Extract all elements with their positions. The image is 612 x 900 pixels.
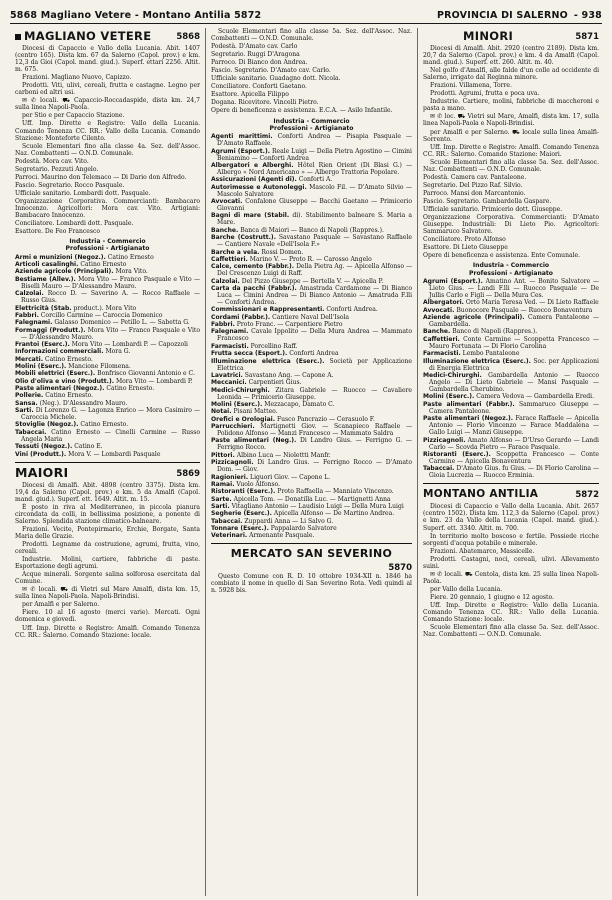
ferrovia: ✉ ✆ locali. ⛟ di Vietri sul Mare Amalfi, dista km. 15, sulla linea Napoli-Paola. Napoli-Brindisi. — [15, 586, 200, 601]
opere-beneficenza: Opere di beneficenza e assistenza. E.C.A. — Asilo Infantile. — [211, 107, 393, 115]
directory-entry: Frantoi (Eserc.). Mora Vito — Lombardi P. — Capozzoli — [15, 341, 188, 348]
directory-entry: Commissionari e Rappresentanti. Conforti Andrea. — [211, 306, 378, 314]
directory-entry: Aziende agricole (Principali). Camera Pantaleone — Gambardella. — [423, 314, 599, 329]
parroci: Parroco. Mansi don Marcantonio. — [423, 189, 526, 197]
directory-entry: Parrucchieri. Martignetti Giov. — Scanapieco Raffaele — Polidono Alfonso — Manzi Francesco — Mammato Saldra — [211, 423, 412, 438]
directory-entry: Orefici e Orologiai. Fusco Pancrazio — Cerasuolo F. — [211, 415, 375, 423]
directory-entry: Paste alimentari (Fabbr.). Sammaruco Giuseppe — Camera Pantaleone. — [423, 400, 599, 415]
parroci: Parroco. Di Bianco don Andrea. — [211, 59, 308, 67]
podesta: Podestà. D'Amato cav. Carlo — [211, 43, 298, 51]
town-code: 5868 — [176, 32, 200, 42]
directory-entry: Pittori. Albino Luca — Niolettti Manfr. — [211, 451, 331, 459]
directory-entry: Bagni di mare (Stabil. di). Stabilimento balneare S. Maria a Mare. — [211, 212, 413, 227]
dogana: Dogana. Ricevitore. Vincelli Pietro. — [211, 99, 319, 107]
town-heading-minori — [423, 30, 599, 42]
frazioni: Frazioni. Vecite, Pontepirmario, Erchie, Borgate, Santa Maria delle Grazie. — [15, 525, 200, 540]
directory-entry: Segherie (Eserc.). Apicella Alfonso — De Martino Andrea. — [211, 510, 395, 518]
directory-entry: Sarti. Di Lorenzo G. — Lagonza Enrico — Mora Casimiro — Caroccia Michele. — [15, 407, 200, 422]
scuole: Scuole Elementari fino alla classe 5a. Sez. dell'Assoc. Naz. Combattenti — O.N.D. Comunale. — [211, 28, 412, 43]
column-3 — [418, 28, 604, 896]
directory-entry: Bestiame (Allev.). Mora Vito — Franco Pasquale e Vito — Biselli Mauro — D'Alessandro Mauro. — [15, 275, 200, 290]
directory-entry: Falegnami. Cavale Ippolito — Della Mura Andrea — Mammato Francesco — [211, 328, 412, 343]
directory-entry: Sarti. Vitagliano Antonio — Laudisio Luigi — Della Mura Luigi — [211, 502, 404, 510]
directory-entry: Farmacisti. Lembo Pantaleone — [423, 350, 520, 358]
directory-entry: Illuminazione elettrica (Eserc.). Soc. per Applicazioni di Energia Elettrica — [423, 357, 599, 372]
town-name: MONTANO ANTILIA — [423, 488, 539, 501]
intro-paragraph: Diocesi di Amalfi. Abit. 4898 (centro 3375). Dista km. 19,4 da Salerno (Capol. prov.) e km. 5 da Amalfi (Capol. mand. giud.). Superf. ett. 1649. Altit. m. 15. — [15, 481, 200, 503]
uffici: Uff. Imp. Dirette e Registro: Amalfi. Comando Tenenza CC. RR.: Salerno. Comando Stazione: locale. — [15, 624, 200, 639]
conciliatore: Conciliatore. Conforti Gaetano. — [211, 83, 307, 91]
directory-entry: Elettricità (Stab. product.). Mora Vito — [15, 304, 137, 312]
prodotti: Prodotti. Legname da costruzione, agrumi, frutta, vino, cereali. — [15, 540, 200, 556]
directory-entry: Veterinari. Armenante Pasquale. — [211, 532, 315, 540]
town-heading-montano — [423, 488, 599, 500]
directory-entry: Informazioni commerciali. Mora G. — [15, 348, 131, 356]
page-header — [10, 6, 602, 24]
uffici: Uff. Imp. Dirette e Registro: Vallo della Lucania. Comando Tenenza CC. RR.: Vallo della Lucania. Comando Stazione: Monteforte Cilento. — [15, 120, 200, 142]
conciliatore: Conciliatore. Proto Alfonso — [423, 236, 506, 244]
column-1 — [10, 28, 206, 896]
frazioni: Frazioni. Magliano Nuovo, Capizzo. — [22, 74, 132, 82]
directory-entry: Farmacisti. Porcellino Raff. — [211, 342, 298, 350]
running-head-right — [437, 10, 602, 21]
town-code: 5871 — [575, 32, 599, 42]
directory-entry: Tessuti (Negoz.). Catino E. — [15, 443, 103, 451]
segretario: Segretario. Ruggi D'Aragona — [211, 51, 300, 59]
uffici: Uff. Imp. Dirette e Registro: Amalfi. Comando Tenenza CC. RR.: Salerno. Comando Stazione: Maiori. — [423, 143, 599, 158]
conciliatore: Conciliatore. Lombardi dott. Pasquale. — [15, 220, 134, 228]
segretario: Segretario. Del Pizzo Raf. Silvio. — [423, 181, 523, 189]
directory-entry: Pizzicagnoli. Di Landro Gius. — Ferrigno Rocco — D'Amato Dom. — Giov. — [211, 459, 412, 474]
autoservizio: per Vallo della Lucania. — [430, 585, 503, 593]
autoservizio: per Amalfi e per Salerno. — [22, 601, 100, 609]
parroci: Parroci. Maurino don Telemaco — Di Dario don Alfredo. — [15, 173, 187, 181]
town-name: MAGLIANO VETERE — [15, 30, 151, 42]
directory-entry: Frutta secca (Esport.). Conforti Andrea — [211, 350, 339, 358]
scuole: Scuole Elementari fino alla classe 4a. Sez. dell'Assoc. Naz. Combattenti — O.N.D. Comunale. — [15, 142, 200, 157]
directory-entry: Molini (Eserc.). Mancione Filomena. — [15, 363, 131, 371]
directory-entry: Avvocati. Confalone Giuseppe — Bacchi Gaetano — Primicerio Giovanni — [211, 198, 412, 213]
directory-entry: Mercati. Catino Ernesto. — [15, 355, 93, 363]
scuole: Scuole Elementari fino alla classe 5a. Sez. dell'Assoc. Naz. Combattenti — O.N.D. Comunale. — [423, 158, 599, 173]
prodotti: Prodotti. Castagni, noci, cereali, ulivi. Allevamento suini. — [423, 555, 599, 570]
directory-entry: Molini (Eserc.). Mezzacapo, Damato C. — [211, 400, 335, 408]
directory-entry: Fabbri. Corcillo Carmine — Caroccia Domenico — [15, 311, 163, 319]
intro-paragraph: Diocesi di Capaccio e Vallo della Lucania. Abit. 1407 (centro 165). Dista km. 67 da Salerno (Capol. prov.) e km. 12,3 da Gioi (Capol. mand. giud.). Superf. ettari 2256. Altit. m. 675. — [15, 45, 200, 74]
town-code: 5872 — [575, 490, 599, 501]
directory-entry: Agrumi (Esport.). Reale Luigi — Della Pietra Agostino — Cimini Beniamino — Conforti Andrea — [211, 147, 412, 162]
directory-entry: Calce, cemento (Fabbr.). Della Pietra Ag. — Apicella Alfonso — Del Crescenzo Luigi di Raff. — [211, 263, 413, 278]
autoservizio: per Stio e per Capaccio Stazione. — [22, 112, 125, 120]
podesta: Podestà. Mora cav. Vito. — [15, 157, 89, 165]
directory-entry: Paste alimentari (Neg.). Di Landro Gius. — Ferrigno G. — Ferrigno Rocco. — [211, 437, 412, 452]
directory-entry: Paste alimentari (Negoz.). Farace Raffaele — Apicella Antonio — Florio Vincenzo — Farace Maddalena — Gallo Luigi — Manzi Giuseppe. — [423, 415, 599, 437]
intro-paragraph: Diocesi di Amalfi. Abit. 2920 (centro 2189). Dista km. 20,7 da Salerno (Capol. prov.) e km. 4 da Amalfi (Capol. mand. giud.). Superf. ett. 260. Altit. m. 40. — [423, 45, 599, 67]
directory-entry: Vini (Produtt.). Mora V. — Lombardi Pasquale — [15, 450, 161, 458]
ufficiale-sanitario: Ufficiale sanitario. Lombardi dott. Pasquale. — [15, 189, 151, 197]
directory-entry: Illuminazione elettrica (Eserc.). Società per Applicazione Elettrica — [211, 357, 412, 372]
directory-entry: Barche (Costrutt.). Savastano Pasquale — Savastano Raffaele — Cantiere Navale «Dell'Isola F.» — [211, 234, 412, 249]
description: Nel golfo d'Amalfi, alle falde d'un colle ad occidente di Salerno, irrigato dal Reginna minore. — [423, 67, 599, 82]
entries-list — [423, 278, 599, 479]
section-heading: Industria - Commercio Professioni - Artigianato — [468, 262, 553, 277]
opere-beneficenza: Opere di beneficenza e assistenza. Ente Comunale. — [423, 252, 581, 260]
town-code-row — [211, 563, 412, 573]
directory-entry: Fabbri. Proto Franc. — Carpentiere Pietro — [211, 321, 343, 329]
town-heading-magliano — [15, 30, 200, 42]
directory-entry: Agenti marittimi. Conforti Andrea — Pisapia Pasquale — D'Amato Raffaele. — [211, 133, 412, 148]
directory-entry: Ramai. Vuolo Alfonso. — [211, 480, 281, 488]
directory-entry: Tabaccai. Zuppardi Anna — Li Salvo G. — [211, 517, 334, 525]
organizzazione-corporativa: Organizzazione Corporativa. Commercianti: Bambacaro Innocenzo. Agricoltori: Mora cav. Vito. Artigiani: Bambacaro Innocenzo. — [15, 197, 200, 220]
ufficiale-sanitario: Ufficiale sanitario. Primicerio dott. Giuseppe. — [423, 205, 563, 213]
directory-entry: Albergatori. Orto Maria Teresa Ved. — Di Lieto Raffaele — [423, 299, 599, 307]
directory-entry: Tabaccai. D'Amato Gius. fu Gius. — Di Florio Carolina — Gioia Lucrezia — Ruocco Erminia. — [423, 465, 599, 480]
directory-entry: Aziende agricole (Principali). Mora Vito. — [15, 268, 148, 276]
description: È posto in riva al Mediterraneo, in piccola pianura circondata da colli, in bellissima posizione, a ponente di Salerno. Splendida stazione climatico-balneare. — [15, 503, 200, 525]
prodotti: Prodotti. Agrumi, frutta e poca uva. — [430, 90, 540, 98]
ufficiale-sanitario: Ufficiale sanitario. Guadagno dott. Nicola. — [211, 75, 341, 83]
directory-entry: Banche. Banco di Napoli (Rappres.). — [423, 328, 538, 336]
organizzazione-corporativa: Organizzazione Corporativa. Commercianti: D'Amato Giuseppe. Industriali: Di Lieto Pio. Agricoltori: Sammaruco Salvatore. — [423, 214, 599, 236]
directory-entry: Mobili elettrici (Eserc.). Bonfrisco Giovanni Antonio e C. — [15, 370, 195, 378]
directory-entry: Armi e munizioni (Negoz.). Catino Ernesto — [15, 253, 154, 261]
frazioni: Frazioni. Abatemarco, Massicelle. — [430, 547, 535, 555]
town-heading-maiori — [15, 464, 200, 480]
fascio: Fascio. Segretario. D'Amato cav. Carlo. — [211, 67, 331, 75]
intro-paragraph: Diocesi di Capaccio e Vallo della Lucania. Abit. 2657 (centro 1502). Dista km. 112,3 da Salerno (Capol. prov.) e km. 23 da Vallo della Lucania (Capol. mand. giud.). Superf. ett. 3340. Altit. m. 700. — [423, 503, 599, 532]
directory-entry: Calzolai. Rocco D. — Saverino A. — Rocco Raffaele — Russo Gius. — [15, 290, 200, 305]
column-2 — [206, 28, 418, 896]
uffici: Uff. Imp. Dirette e Registro: Vallo della Lucania. Comando Tenenza CC. RR.: Vallo della Lucania. Comando Stazione: locale. — [423, 601, 599, 624]
scuole: Scuole Elementari fino alla classe 5a. Sez. dell'Assoc. Naz. Combattenti — O.N.D. Comunale. — [423, 624, 599, 639]
directory-entry: Ristoranti (Eserc.). Proto Raffaella — Manniato Vincenzo. — [211, 488, 394, 496]
directory-entry: Caffettieri. Marino V. — Proto R. — Carosso Angelo — [211, 255, 372, 263]
ferrovia: ✉ ✆ locali. ⛟ Capaccio-Roccadaspide, dista km. 24,7 sulla linea Napoli-Paola. — [15, 97, 200, 112]
esattore: Esattore. Di Lieto Giuseppe — [423, 244, 508, 252]
directory-entry: Assicurazioni (Agenti di). Conforti A. — [211, 176, 333, 184]
town-name: MINORI — [463, 29, 514, 43]
directory-entry: Sansa. (Neg.). D'Alessandro Mauro. — [15, 399, 128, 407]
directory-entry: Caffettieri. Conte Carmine — Scoppetta Francesco — Mauro Fortunata — Di Florio Carolina — [423, 335, 599, 350]
section-heading: Industria - Commercio Professioni - Artigianato — [65, 238, 150, 253]
esattore: Esattore. De Feo Francesco — [15, 228, 100, 236]
directory-entry: Meccanici. Carpentieri Gius. — [211, 379, 302, 387]
fascio: Fascio. Segretario. Gambardella Gaspare. — [423, 197, 552, 205]
directory-entry: Pizzicagnoli. Amato Alfonso — D'Urso Gerardo — Landi Carlo — Scovda Pietro — Farace Pasquale. — [423, 436, 599, 451]
page-columns — [10, 28, 604, 896]
directory-entry: Olio d'oliva e vino (Produtt.). Mora Vito — Lombardi P. — [15, 377, 193, 385]
province-title: PROVINCIA DI SALERNO — [436, 10, 568, 21]
directory-entry: Formaggi (Produtt.). Mora Vito — Franco Pasquale e Vito — D'Alessandro Mauro. — [15, 326, 200, 341]
directory-entry: Calzolai. Del Pizzo Giuseppe — Bertella V. — Apicella P. — [211, 277, 384, 285]
directory-entry: Medici-Chirurghi. Gambardella Antonio — Ruocco Angelo — Di Lieto Gabriele — Mansi Pasquale — Gambardella Cherubino. — [423, 371, 599, 393]
section-mark-icon — [15, 34, 21, 40]
directory-entry: Cordami (Fabbr.). Cantiere Naval Dell'Isola — [211, 313, 350, 321]
section-heading: Industria - Commercio Professioni - Artigianato — [269, 117, 354, 132]
entries-list — [211, 133, 412, 539]
directory-entry: Pollerie. Catino Ernesto. — [15, 392, 94, 400]
industrie: Industrie. Cartiere, molini, fabbriche di maccheroni e pasta a mano. — [423, 98, 599, 113]
ferrovia: ✉ ✆ locali. ⛟ Centola, dista km. 25 sulla linea Napoli-Paola. — [423, 570, 599, 585]
directory-entry: Falegnami. Galasso Domenico — Petillo L. — Sabetta G. — [15, 319, 190, 327]
segretario: Segretario. Pezzuti Angelo. — [15, 165, 99, 173]
directory-entry: Notai. Pisani Matteo. — [211, 408, 278, 416]
directory-entry: Avvocati. Buonocore Pasquale — Ruocco Bonaventura — [423, 306, 593, 314]
ferrovia: ✉ ✆ loc. ⛟ Vietri sul Mare, Amalfi, dista km. 17, sulla linea Napoli-Paola e Napoli-Brindisi. — [423, 113, 599, 128]
town-name: MAIORI — [15, 464, 69, 480]
page-number: - 938 — [573, 10, 602, 21]
directory-entry: Albergatori e Alberghi. Hôtel Rien Orient (Di Blasi G.) — Albergo « Nord Americano » — Albergo Trattoria Popolare. — [211, 161, 413, 176]
directory-entry: Sarte. Apicella Tom. — Donatilla Luc. — Martignetti Anna — [211, 495, 391, 503]
directory-entry: Tonnare (Eserc.). Pappalardo Salvatore — [211, 524, 337, 532]
directory-entry: Lavatrici. Savastano Ang. — Capone A. — [211, 371, 334, 379]
podesta: Podestà. Camera cav. Pantaleone. — [423, 173, 527, 181]
directory-entry: Carta da pacchi (Fabbr.). Amastrada Cardamone — Di Bianco Luca — Cimini Andrea — Di Bianco Antonio — Amatruda F.lli — Conforti Andrea. — [211, 284, 412, 307]
directory-entry: Agrumi (Esport.). Amatino Ant. — Bonito Salvatore — Lieto Gius. — Landi F.lli — Ruocco Pasquale — De Jullis Carlo e Figli — Della Mura Ces. — [423, 277, 600, 299]
directory-entry: Molini (Eserc.). Camera Vedova — Gambardella Eredi. — [423, 393, 595, 401]
directory-entry: Stoviglie (Negoz.). Catino Ernesto. — [15, 421, 129, 429]
running-head-left: 5868 Magliano Vetere - Montano Antilia 5872 — [10, 10, 262, 21]
town-code: 5870 — [388, 563, 412, 574]
town-heading-mercato — [211, 548, 412, 560]
directory-entry: Autorimesse e Autonoleggi. Mascolo Fil. — D'Amato Silvio — Mascolo Salvatore — [211, 183, 412, 198]
prodotti: Prodotti. Viti, ulivi, cereali, frutta e castagne. Legno per carboni ed altri usi. — [15, 82, 200, 97]
directory-entry: Paste alimentari (Negoz.). Catino Ernesto. — [15, 385, 155, 393]
frazioni: Frazioni. Villamena, Torre. — [430, 82, 512, 90]
town-block-maiori — [15, 462, 200, 639]
industrie: Industrie. Molini, cartiere, fabbriche di paste. Esportazione degli agrumi. — [15, 556, 200, 571]
directory-entry: Medici-Chirurghi. Zitara Gabriele — Ruocco — Cavaliere Leonida — Primicerio Giuseppe. — [211, 386, 412, 401]
town-block-mercato — [211, 543, 412, 594]
directory-entry: Ragionieri. Liguori Giov. — Capone L. — [211, 473, 331, 481]
intro-paragraph: Questo Comune con R. D. 10 ottobre 1934-XII n. 1846 ha combiato il nome in quello di San Severino Rota. Vedi quindi al n. 5928 bis. — [211, 573, 412, 595]
fascio: Fascio. Segretario. Rocco Pasquale. — [15, 181, 125, 189]
directory-entry: Barche a vela. Rossi Domen. — [211, 248, 304, 256]
directory-entry: Articoli casalinghi. Catino Ernesto — [15, 261, 127, 269]
esattore: Esattore. Apicella Filippo — [211, 91, 289, 99]
directory-entry: Ristoranti (Eserc.). Scoppetta Francesco — Conte Carmine — Apicella Bonaventura — [423, 450, 600, 465]
directory-entry: Banche. Banca di Maiori — Banco di Napoli (Rappres.). — [211, 226, 384, 234]
fiere: Fiere. 20 gennaio, 1 giugno e 12 agosto. — [430, 593, 554, 601]
town-block-montano — [423, 483, 599, 638]
fiere: Fiere. 10 al 16 agosto (merci varie). Mercati. Ogni domenica e giovedì. — [15, 609, 200, 624]
acque-minerali: Acque minerali. Sorgente salina solforosa esercitata dal Comune. — [15, 571, 200, 586]
town-name: MERCATO SAN SEVERINO — [230, 547, 393, 561]
directory-entry: Tabaccai. Catino Ernesto — Cinelli Carmine — Russo Angela Maria — [15, 428, 200, 443]
town-code: 5869 — [176, 468, 200, 479]
autoservizio: per Amalfi e per Salerno. ⛟ locale sulla linea Amalfi-Sorrento. — [423, 128, 599, 143]
description: In territorio molto boscoso e fertile. Possiede ricche sorgenti d'acqua potabile e minerale. — [423, 532, 599, 547]
entries-list — [15, 254, 200, 458]
